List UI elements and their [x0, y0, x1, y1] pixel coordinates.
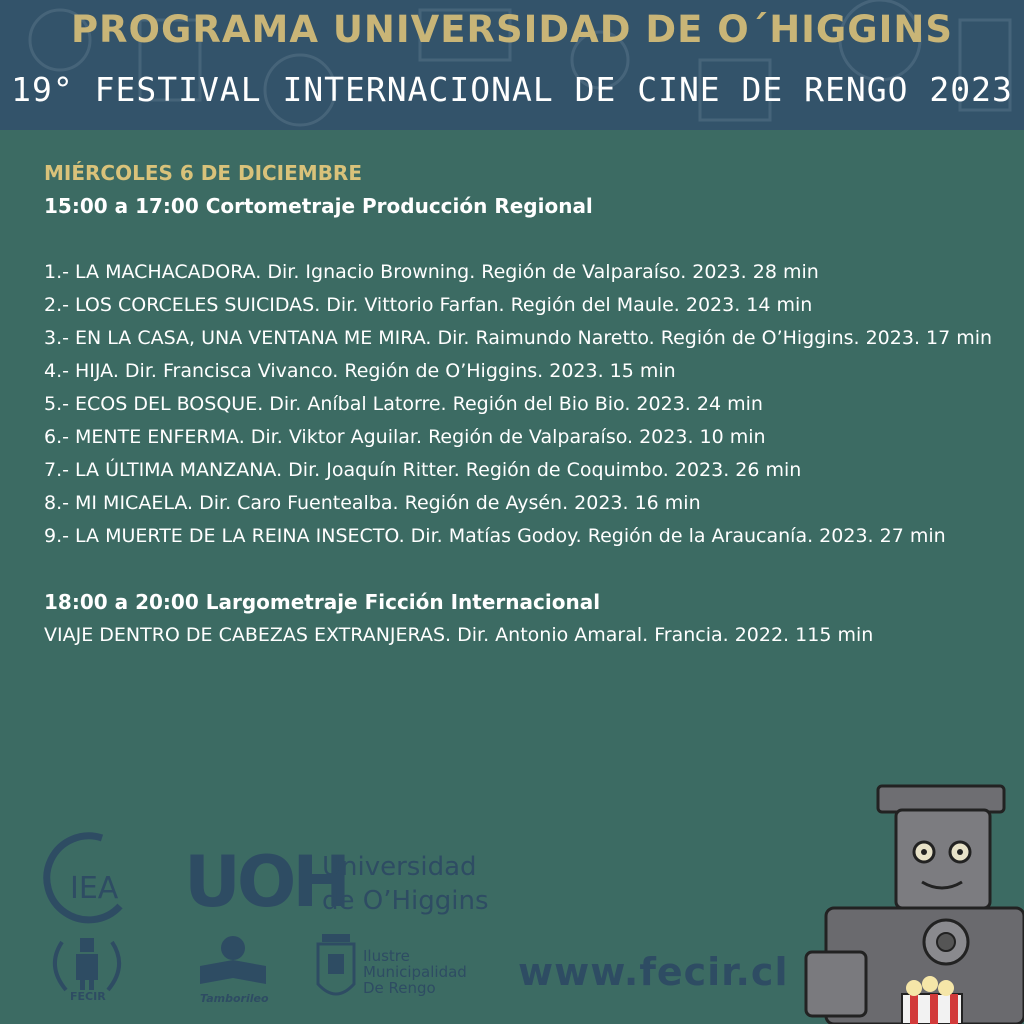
header-banner	[0, 0, 1024, 130]
muni-line1: Ilustre	[363, 947, 410, 965]
muni-line3: De Rengo	[363, 979, 436, 997]
tamborileo-label: Tamborileo	[200, 992, 269, 1005]
uoh-name	[322, 850, 489, 918]
robot-mascot-icon	[806, 782, 1024, 1024]
list-item: 9.- LA MUERTE DE LA REINA INSECTO. Dir. Matías Godoy. Región de la Araucanía. 2023. 27 min	[44, 525, 946, 547]
block1-title: 15:00 a 17:00 Cortometraje Producción Regional	[44, 194, 593, 218]
iea-logo-text: IEA	[70, 871, 119, 906]
festival-subtitle: 19° FESTIVAL INTERNACIONAL DE CINE DE RENGO 2023	[11, 70, 1013, 109]
list-item: 7.- LA ÚLTIMA MANZANA. Dir. Joaquín Ritter. Región de Coquimbo. 2023. 26 min	[44, 459, 802, 481]
muni-line2: Municipalidad	[363, 963, 467, 981]
website-link[interactable]: www.fecir.cl	[518, 950, 789, 994]
municipality-name	[363, 948, 467, 996]
program-title: PROGRAMA UNIVERSIDAD DE O´HIGGINS	[70, 8, 954, 51]
list-item: 5.- ECOS DEL BOSQUE. Dir. Aníbal Latorre. Región del Bio Bio. 2023. 24 min	[44, 393, 763, 415]
schedule-content	[44, 157, 1004, 652]
uoh-name-line2: de O’Higgins	[322, 886, 489, 916]
tamborileo-icon	[196, 932, 270, 990]
list-item: 6.- MENTE ENFERMA. Dir. Viktor Aguilar. Región de Valparaíso. 2023. 10 min	[44, 426, 766, 448]
uoh-logo-icon	[184, 841, 347, 923]
list-item: 8.- MI MICAELA. Dir. Caro Fuentealba. Región de Aysén. 2023. 16 min	[44, 492, 701, 514]
iea-logo-icon	[42, 832, 138, 922]
fecir-label: FECIR	[70, 990, 106, 1003]
schedule-date: MIÉRCOLES 6 DE DICIEMBRE	[44, 161, 362, 185]
block2-title: 18:00 a 20:00 Largometraje Ficción Internacional	[44, 590, 601, 614]
short-film-list	[44, 256, 1004, 553]
uoh-logo-text: UOH	[184, 841, 347, 923]
spacer	[44, 553, 1004, 586]
feature-film-item: VIAJE DENTRO DE CABEZAS EXTRANJERAS. Dir. Antonio Amaral. Francia. 2022. 115 min	[44, 624, 874, 646]
list-item: 4.- HIJA. Dir. Francisca Vivanco. Región de O’Higgins. 2023. 15 min	[44, 360, 676, 382]
list-item: 1.- LA MACHACADORA. Dir. Ignacio Browning. Región de Valparaíso. 2023. 28 min	[44, 261, 819, 283]
list-item: 2.- LOS CORCELES SUICIDAS. Dir. Vittorio Farfan. Región del Maule. 2023. 14 min	[44, 294, 813, 316]
list-item: 3.- EN LA CASA, UNA VENTANA ME MIRA. Dir. Raimundo Naretto. Región de O’Higgins. 2023. 17 min	[44, 327, 993, 349]
uoh-name-line1: Universidad	[322, 852, 477, 882]
rengo-crest-icon	[314, 930, 358, 1006]
